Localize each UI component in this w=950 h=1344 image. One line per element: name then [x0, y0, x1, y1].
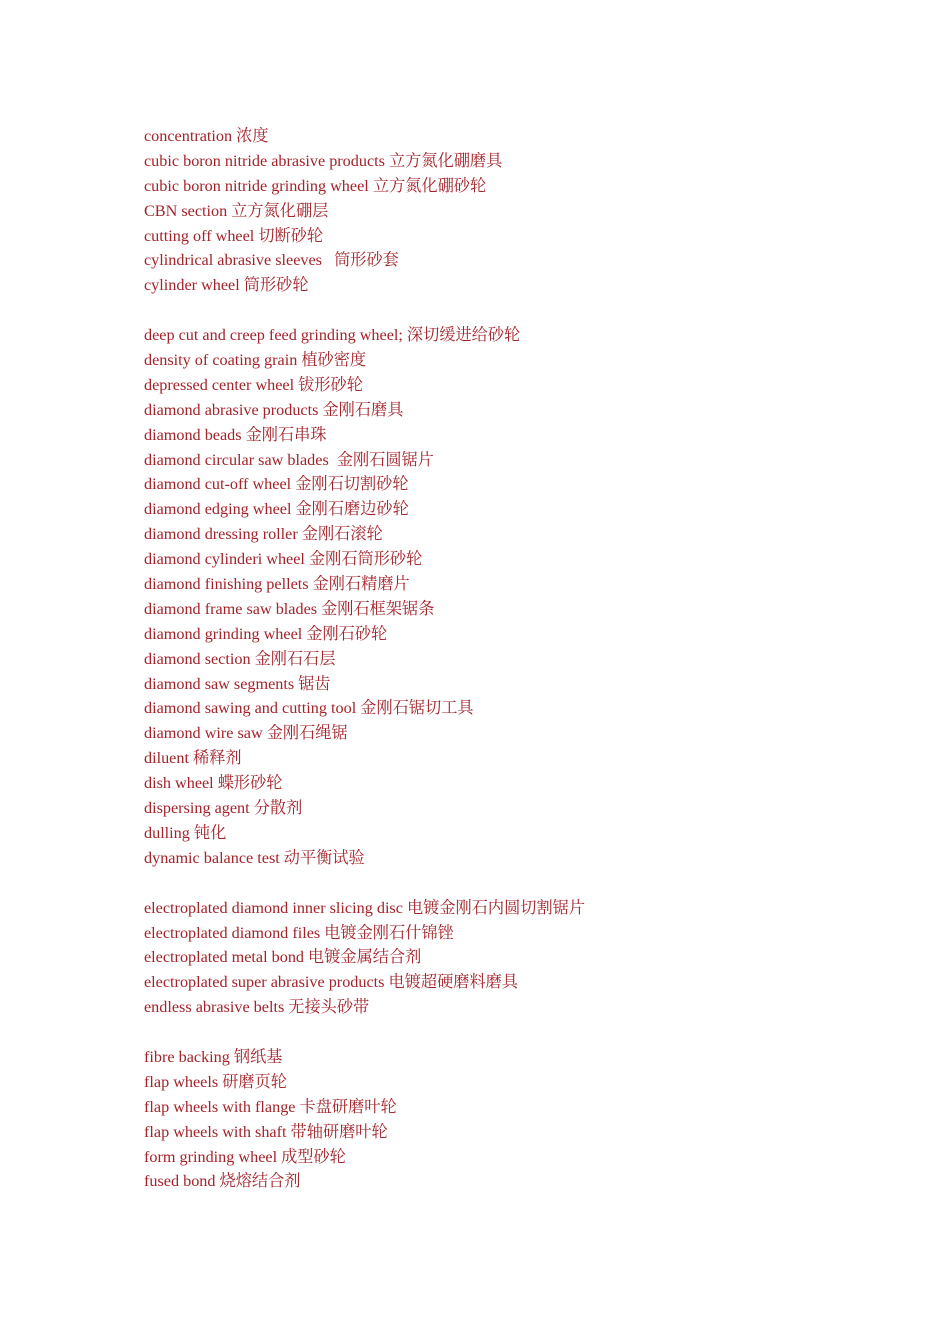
- glossary-entry: fibre backing 钢纸基: [144, 1047, 283, 1066]
- glossary-entry: diamond edging wheel 金刚石磨边砂轮: [144, 500, 409, 519]
- glossary-entry: electroplated super abrasive products 电镀超硬磨料磨具: [144, 973, 519, 992]
- glossary-entry: flap wheels with shaft 带轴研磨叶轮: [144, 1122, 388, 1141]
- glossary-entry: cylindrical abrasive sleeves 筒形砂套: [144, 251, 399, 270]
- glossary-group-f: [144, 1045, 904, 1194]
- glossary-entry: electroplated diamond files 电镀金刚石什锦锉: [144, 923, 454, 942]
- glossary-entry: diamond cylinderi wheel 金刚石筒形砂轮: [144, 550, 423, 569]
- glossary-entry: dish wheel 蝶形砂轮: [144, 774, 283, 793]
- glossary-entry: diamond grinding wheel 金刚石砂轮: [144, 624, 388, 643]
- glossary-entry: dispersing agent 分散剂: [144, 799, 303, 818]
- glossary-entry: cylinder wheel 筒形砂轮: [144, 276, 309, 295]
- glossary-entry: depressed center wheel 钹形砂轮: [144, 375, 363, 394]
- glossary-entry: dulling 钝化: [144, 823, 227, 842]
- glossary-entry: diamond dressing roller 金刚石滚轮: [144, 525, 383, 544]
- glossary-entry: fused bond 烧熔结合剂: [144, 1172, 301, 1191]
- glossary-entry: electroplated diamond inner slicing disc 电镀金刚石内圆切割锯片: [144, 898, 586, 917]
- glossary-entry: diamond beads 金刚石串珠: [144, 425, 327, 444]
- glossary-entry: cubic boron nitride abrasive products 立方氮化硼磨具: [144, 151, 503, 170]
- glossary-entry: flap wheels 研磨页轮: [144, 1072, 287, 1091]
- glossary-group-c: [144, 124, 904, 298]
- glossary-group-e: [144, 896, 904, 1020]
- glossary-entry: diamond cut-off wheel 金刚石切割砂轮: [144, 475, 409, 494]
- glossary-entry: diamond finishing pellets 金刚石精磨片: [144, 575, 410, 594]
- glossary-entry: concentration 浓度: [144, 127, 269, 145]
- glossary-entry: dynamic balance test 动平衡试验: [144, 848, 365, 867]
- glossary-entry: endless abrasive belts 无接头砂带: [144, 998, 370, 1017]
- glossary-entry: diamond wire saw 金刚石绳锯: [144, 724, 348, 743]
- glossary-entry: diamond saw segments 锯齿: [144, 674, 331, 693]
- glossary-group-d: [144, 323, 904, 871]
- glossary-entry: cutting off wheel 切断砂轮: [144, 226, 324, 245]
- glossary-entry: diamond frame saw blades 金刚石框架锯条: [144, 599, 435, 618]
- glossary-entry: diamond sawing and cutting tool 金刚石锯切工具: [144, 699, 474, 718]
- glossary-entry: cubic boron nitride grinding wheel 立方氮化硼砂轮: [144, 176, 487, 195]
- glossary-entry: diluent 稀释剂: [144, 749, 242, 768]
- glossary-list: [144, 124, 904, 1194]
- glossary-entry: diamond abrasive products 金刚石磨具: [144, 400, 404, 419]
- glossary-entry: form grinding wheel 成型砂轮: [144, 1147, 346, 1166]
- glossary-entry: density of coating grain 植砂密度: [144, 351, 367, 370]
- glossary-entry: deep cut and creep feed grinding wheel; 深切缓进给砂轮: [144, 326, 521, 345]
- glossary-entry: diamond section 金刚石石层: [144, 649, 336, 668]
- glossary-entry: flap wheels with flange 卡盘研磨叶轮: [144, 1097, 397, 1116]
- glossary-entry: electroplated metal bond 电镀金属结合剂: [144, 948, 422, 967]
- glossary-entry: CBN section 立方氮化硼层: [144, 201, 329, 220]
- glossary-entry: diamond circular saw blades 金刚石圆锯片: [144, 450, 434, 469]
